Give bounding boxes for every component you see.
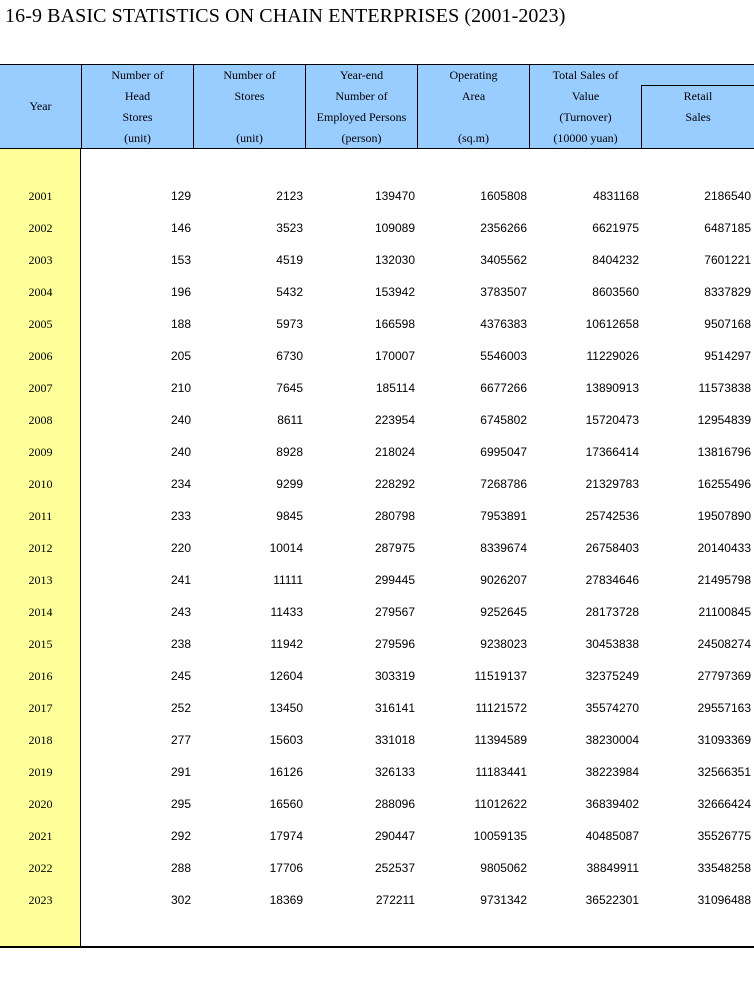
year-cell: 2005 — [28, 317, 53, 331]
table-row — [0, 404, 754, 436]
table-row — [0, 884, 754, 916]
header-line: Value — [571, 89, 600, 103]
year-cell: 2014 — [28, 605, 53, 619]
employed-cell: 185114 — [375, 381, 415, 395]
header-line: Employed Persons — [316, 110, 407, 124]
total-sales-cell: 4831168 — [593, 189, 639, 203]
header-area — [418, 65, 529, 149]
area-cell: 11121572 — [475, 701, 527, 715]
table-row — [0, 692, 754, 724]
table-row — [0, 180, 754, 212]
total-sales-cell: 36522301 — [585, 893, 639, 907]
year-cell: 2002 — [28, 221, 53, 235]
table-header — [0, 64, 754, 149]
header-line: (Turnover) — [559, 110, 612, 124]
table-row — [0, 340, 754, 372]
header-employed — [306, 65, 417, 149]
stores-cell: 5973 — [276, 317, 303, 331]
header-line: Stores — [234, 89, 265, 103]
retail-sales-cell: 32666424 — [697, 797, 751, 811]
year-cell: 2010 — [28, 477, 53, 491]
employed-cell: 331018 — [374, 733, 415, 747]
header-line: Retail — [683, 89, 713, 103]
total-sales-cell: 8404232 — [592, 253, 639, 267]
table-row — [0, 756, 754, 788]
total-sales-cell: 40485087 — [585, 829, 639, 843]
page-title: 16-9 BASIC STATISTICS ON CHAIN ENTERPRISES (2001-2023) — [5, 5, 566, 27]
total-sales-cell: 10612658 — [585, 317, 639, 331]
table-row — [0, 436, 754, 468]
year-cell: 2022 — [28, 861, 53, 875]
stores-cell: 3523 — [276, 221, 303, 235]
year-cell: 2018 — [28, 733, 53, 747]
retail-sales-cell: 29557163 — [697, 701, 751, 715]
total-sales-cell: 25742536 — [585, 509, 639, 523]
area-cell: 7268786 — [480, 477, 527, 491]
area-cell: 7953891 — [480, 509, 527, 523]
total-sales-cell: 11229026 — [586, 349, 639, 363]
retail-sales-cell: 6487185 — [704, 221, 751, 235]
head-stores-cell: 243 — [170, 605, 191, 619]
table-row — [0, 468, 754, 500]
table-row — [0, 820, 754, 852]
table-row — [0, 500, 754, 532]
retail-sales-cell: 12954839 — [697, 413, 751, 427]
header-line: Stores — [122, 110, 153, 124]
area-cell: 3783507 — [480, 285, 527, 299]
head-stores-cell: 188 — [170, 317, 191, 331]
total-sales-cell: 32375249 — [585, 669, 639, 683]
employed-cell: 299445 — [374, 573, 415, 587]
header-line: Total Sales of — [552, 68, 619, 82]
table-row — [0, 724, 754, 756]
area-cell: 6677266 — [480, 381, 527, 395]
area-cell: 1605808 — [480, 189, 527, 203]
head-stores-cell: 288 — [170, 861, 191, 875]
employed-cell: 326133 — [374, 765, 415, 779]
year-cell: 2019 — [28, 765, 53, 779]
year-cell: 2011 — [28, 509, 53, 523]
head-stores-cell: 292 — [170, 829, 191, 843]
stores-cell: 9299 — [276, 477, 303, 491]
year-cell: 2004 — [28, 285, 53, 299]
header-stores — [194, 65, 305, 149]
head-stores-cell: 240 — [170, 413, 191, 427]
head-stores-cell: 205 — [170, 349, 191, 363]
total-sales-cell: 27834646 — [585, 573, 639, 587]
employed-cell: 252537 — [374, 861, 415, 875]
employed-cell: 139470 — [374, 189, 415, 203]
header-line: (sq.m) — [458, 131, 489, 145]
area-cell: 11519137 — [474, 669, 527, 683]
area-cell: 11012622 — [474, 797, 527, 811]
year-cell: 2006 — [28, 349, 53, 363]
head-stores-cell: 129 — [170, 189, 191, 203]
header-line: Area — [461, 89, 486, 103]
total-sales-cell: 21329783 — [585, 477, 639, 491]
total-sales-cell: 17366414 — [585, 445, 639, 459]
total-sales-cell: 38230004 — [585, 733, 639, 747]
area-cell: 11394589 — [474, 733, 527, 747]
area-cell: 6995047 — [480, 445, 527, 459]
year-cell: 2007 — [28, 381, 53, 395]
area-cell: 9252645 — [480, 605, 527, 619]
table-row — [0, 532, 754, 564]
table-row — [0, 212, 754, 244]
total-sales-cell: 36839402 — [585, 797, 639, 811]
stores-cell: 11111 — [273, 573, 303, 587]
stores-cell: 4519 — [276, 253, 303, 267]
year-cell: 2008 — [28, 413, 53, 427]
retail-sales-cell: 9507168 — [704, 317, 751, 331]
year-cell: 2021 — [28, 829, 53, 843]
employed-cell: 290447 — [374, 829, 415, 843]
table-row — [0, 852, 754, 884]
header-line: Number of — [111, 68, 164, 82]
table-row — [0, 276, 754, 308]
year-cell: 2015 — [28, 637, 53, 651]
header-line: Sales — [685, 110, 711, 124]
year-cell: 2017 — [28, 701, 53, 715]
retail-sales-cell: 7601221 — [704, 253, 751, 267]
stores-cell: 5432 — [276, 285, 303, 299]
employed-cell: 109089 — [374, 221, 415, 235]
employed-cell: 132030 — [374, 253, 415, 267]
retail-sales-cell: 32566351 — [697, 765, 751, 779]
head-stores-cell: 241 — [170, 573, 191, 587]
head-stores-cell: 295 — [170, 797, 191, 811]
header-line — [194, 107, 305, 128]
total-sales-cell: 38223984 — [585, 765, 639, 779]
year-cell: 2023 — [28, 893, 53, 907]
stores-cell: 8611 — [277, 413, 303, 427]
stores-cell: 17706 — [269, 861, 303, 875]
year-cell: 2013 — [28, 573, 53, 587]
stores-cell: 8928 — [276, 445, 303, 459]
area-cell: 3405562 — [480, 253, 527, 267]
area-cell: 11183441 — [475, 765, 527, 779]
table-row — [0, 372, 754, 404]
table-row — [0, 244, 754, 276]
header-retail-sales — [642, 86, 754, 149]
total-sales-cell: 8603560 — [592, 285, 639, 299]
stores-cell: 16126 — [269, 765, 303, 779]
header-line: Operating — [449, 68, 498, 82]
total-sales-cell: 15720473 — [585, 413, 639, 427]
area-cell: 9026207 — [480, 573, 527, 587]
employed-cell: 218024 — [374, 445, 415, 459]
table-row — [0, 308, 754, 340]
header-line: Number of — [223, 68, 276, 82]
table-row — [0, 564, 754, 596]
head-stores-cell: 277 — [170, 733, 191, 747]
employed-cell: 288096 — [374, 797, 415, 811]
area-cell: 10059135 — [473, 829, 527, 843]
retail-sales-cell: 21495798 — [697, 573, 751, 587]
employed-cell: 153942 — [374, 285, 415, 299]
head-stores-cell: 234 — [170, 477, 191, 491]
total-sales-cell: 26758403 — [585, 541, 639, 555]
area-cell: 5546003 — [480, 349, 527, 363]
head-stores-cell: 210 — [170, 381, 191, 395]
header-line: (person) — [341, 131, 382, 145]
employed-cell: 166598 — [374, 317, 415, 331]
retail-sales-cell: 35526775 — [697, 829, 751, 843]
stores-cell: 11942 — [270, 637, 303, 651]
area-cell: 2356266 — [480, 221, 527, 235]
employed-cell: 279596 — [374, 637, 415, 651]
retail-sales-cell: 2186540 — [704, 189, 751, 203]
employed-cell: 223954 — [374, 413, 415, 427]
year-cell: 2001 — [28, 189, 53, 203]
head-stores-cell: 233 — [170, 509, 191, 523]
retail-sales-cell: 13816796 — [697, 445, 751, 459]
stores-cell: 11433 — [270, 605, 303, 619]
header-head-stores — [82, 65, 193, 149]
area-cell: 9805062 — [480, 861, 527, 875]
header-line: (unit) — [236, 131, 263, 145]
area-cell: 9238023 — [480, 637, 527, 651]
area-cell: 9731342 — [480, 893, 527, 907]
year-cell: 2012 — [28, 541, 53, 555]
header-line: Year-end — [339, 68, 384, 82]
header-line: Number of — [335, 89, 388, 103]
year-cell: 2009 — [28, 445, 53, 459]
total-sales-cell: 30453838 — [585, 637, 639, 651]
employed-cell: 279567 — [374, 605, 415, 619]
retail-sales-cell: 33548258 — [697, 861, 751, 875]
header-total-sales — [530, 65, 641, 149]
retail-sales-cell: 27797369 — [697, 669, 751, 683]
stores-cell: 6730 — [276, 349, 303, 363]
table-row — [0, 628, 754, 660]
retail-sales-cell: 16255496 — [697, 477, 751, 491]
stores-cell: 10014 — [269, 541, 303, 555]
header-year-label: Year — [29, 99, 52, 113]
header-year — [0, 65, 81, 149]
employed-cell: 228292 — [374, 477, 415, 491]
employed-cell: 303319 — [374, 669, 415, 683]
area-cell: 8339674 — [480, 541, 527, 555]
retail-sales-cell: 24508274 — [697, 637, 751, 651]
retail-sales-cell: 31093369 — [697, 733, 751, 747]
retail-sales-cell: 19507890 — [697, 509, 751, 523]
employed-cell: 287975 — [374, 541, 415, 555]
stores-cell: 13450 — [269, 701, 303, 715]
table-bottom-rule — [0, 946, 754, 948]
table-row — [0, 596, 754, 628]
head-stores-cell: 196 — [170, 285, 191, 299]
year-cell: 2020 — [28, 797, 53, 811]
stores-cell: 18369 — [269, 893, 303, 907]
header-line: (10000 yuan) — [553, 131, 618, 145]
retail-sales-cell: 9514297 — [704, 349, 751, 363]
head-stores-cell: 240 — [170, 445, 191, 459]
stores-cell: 12604 — [269, 669, 303, 683]
head-stores-cell: 220 — [170, 541, 191, 555]
header-line: (unit) — [124, 131, 151, 145]
stores-cell: 7645 — [276, 381, 303, 395]
retail-sales-cell: 8337829 — [704, 285, 751, 299]
employed-cell: 316141 — [374, 701, 415, 715]
employed-cell: 170007 — [374, 349, 415, 363]
area-cell: 6745802 — [480, 413, 527, 427]
stores-cell: 17974 — [269, 829, 303, 843]
year-cell: 2003 — [28, 253, 53, 267]
head-stores-cell: 302 — [170, 893, 191, 907]
stores-cell: 9845 — [276, 509, 303, 523]
head-stores-cell: 245 — [170, 669, 191, 683]
employed-cell: 272211 — [375, 893, 415, 907]
employed-cell: 280798 — [374, 509, 415, 523]
retail-sales-cell: 20140433 — [697, 541, 751, 555]
stores-cell: 15603 — [269, 733, 303, 747]
stores-cell: 16560 — [269, 797, 303, 811]
total-sales-cell: 6621975 — [592, 221, 639, 235]
header-line — [418, 107, 529, 128]
head-stores-cell: 146 — [170, 221, 191, 235]
header-line: Head — [124, 89, 151, 103]
total-sales-cell: 38849911 — [586, 861, 639, 875]
total-sales-cell: 13890913 — [585, 381, 639, 395]
total-sales-cell: 35574270 — [585, 701, 639, 715]
year-cell: 2016 — [28, 669, 53, 683]
table-body — [0, 180, 754, 916]
total-sales-cell: 28173728 — [585, 605, 639, 619]
stores-cell: 2123 — [276, 189, 303, 203]
retail-sales-cell: 21100845 — [698, 605, 751, 619]
head-stores-cell: 238 — [170, 637, 191, 651]
retail-sales-cell: 31096488 — [697, 893, 751, 907]
table-row — [0, 788, 754, 820]
retail-sales-cell: 11573838 — [698, 381, 751, 395]
table-row — [0, 660, 754, 692]
head-stores-cell: 291 — [170, 765, 191, 779]
head-stores-cell: 153 — [170, 253, 191, 267]
head-stores-cell: 252 — [170, 701, 191, 715]
area-cell: 4376383 — [480, 317, 527, 331]
